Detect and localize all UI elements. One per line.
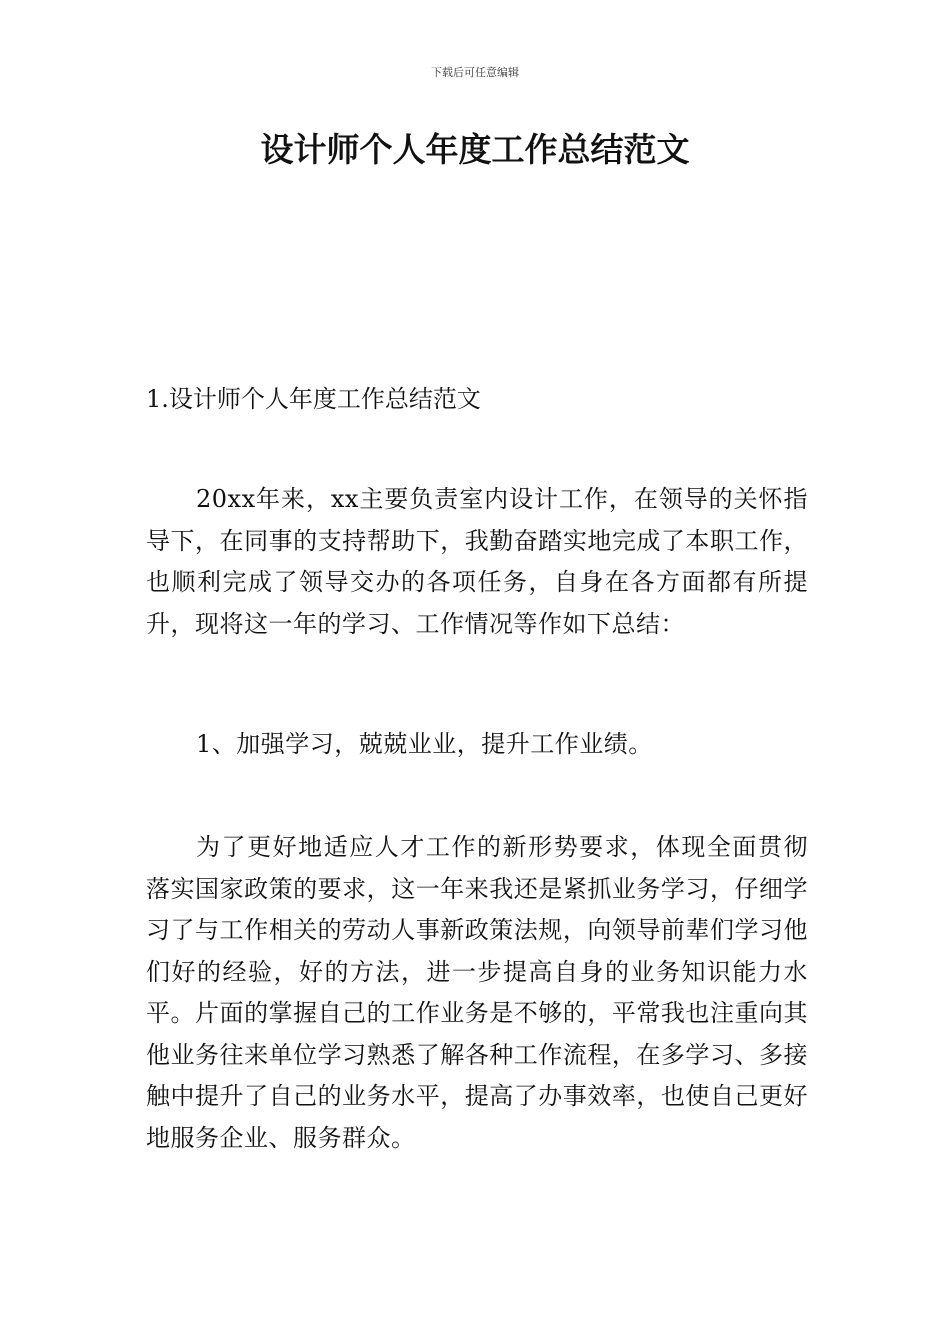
header-note: 下载后可任意编辑 <box>431 66 519 79</box>
paragraph-subheading: 1、加强学习，兢兢业业，提升工作业绩。 <box>196 730 653 758</box>
paragraph-intro: 20xx年来，xx主要负责室内设计工作，在领导的关怀指导下，在同事的支持帮助下，我勤奋踏实地完成了本职工作，也顺利完成了领导交办的各项任务，自身在各方面都有所提升，现将这一年的学习、工作情况等作如下总结： <box>146 485 808 638</box>
paragraph-study: 为了更好地适应人才工作的新形势要求，体现全面贯彻落实国家政策的要求，这一年来我还是紧抓业务学习，仔细学习了与工作相关的劳动人事新政策法规，向领导前辈们学习他们好的经验，好的方法，进一步提高自身的业务知识能力水平。片面的掌握自己的工作业务是不够的，平常我也注重向其他业务往来单位学习熟悉了解各种工作流程，在多学习、多接触中提升了自己的业务水平，提高了办事效率，也使自己更好地服务企业、服务群众。 <box>146 833 808 1152</box>
section-heading: 1.设计师个人年度工作总结范文 <box>146 385 481 413</box>
document-title: 设计师个人年度工作总结范文 <box>260 130 690 169</box>
